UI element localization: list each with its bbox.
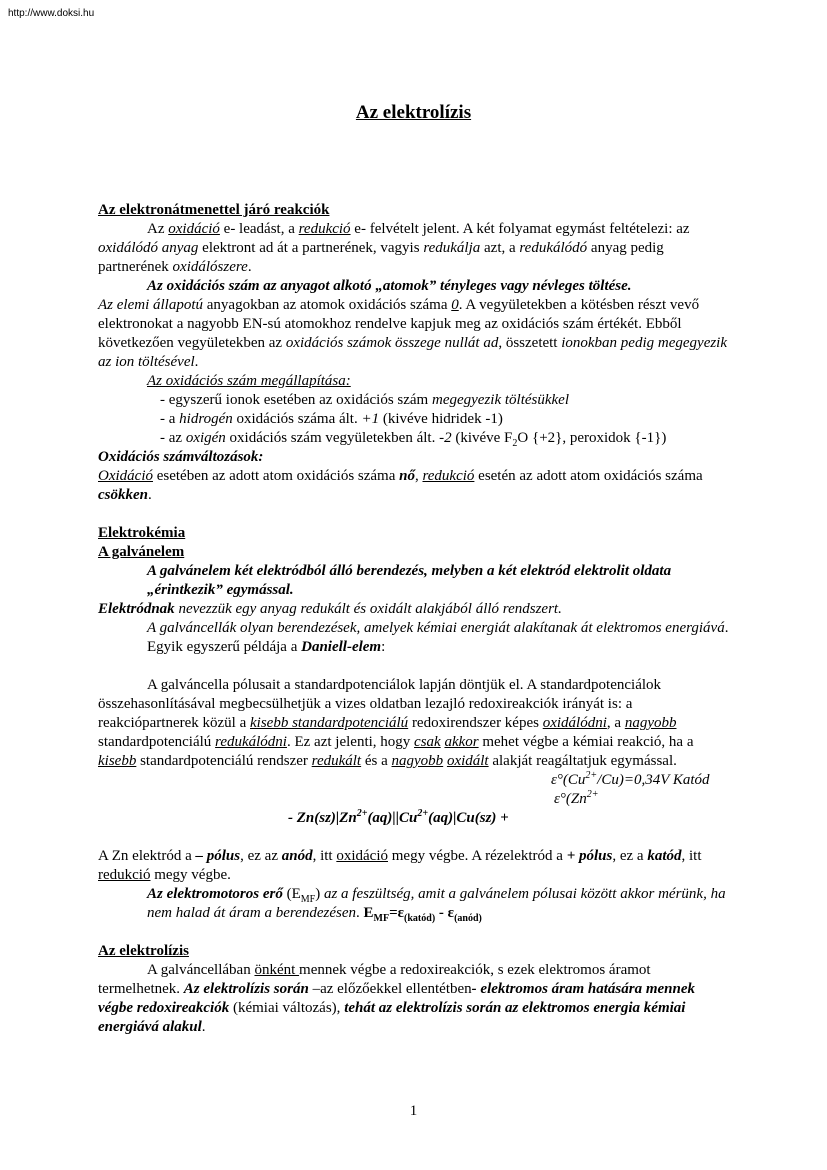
text-run: anyag pedig partnerének — [98, 240, 664, 275]
text-run: megy végbe. — [150, 867, 231, 883]
text-run: oxidált — [446, 753, 489, 769]
page-title: Az elektrolízis — [355, 102, 472, 123]
text-run: kisebb standardpotenciálú — [250, 715, 409, 731]
text-run: oxidációs száma ált. — [232, 411, 362, 427]
paragraph-poles — [98, 847, 730, 885]
text-run: 0 — [451, 297, 459, 313]
text-run: elektront ad át a partnerének, vagyis — [198, 240, 424, 256]
text-run: tehát az elektrolízis során az elektromos energia kémiai energiává alakul — [98, 1000, 686, 1035]
text-run: redukció — [422, 468, 475, 484]
text-run: . — [194, 354, 199, 370]
text-run: mennek végbe a redoxireakciók, s ezek elektromos áramot termelhetnek. — [98, 962, 651, 997]
text: (aq)|Cu(sz) + — [428, 810, 509, 826]
equation-cu-potential — [98, 771, 730, 790]
text-run: Elektródnak — [98, 601, 175, 617]
text-run: –az előzőekkel ellentétben — [308, 981, 472, 997]
text: - Zn(sz)|Zn — [288, 810, 357, 826]
text-run: Oxidáció — [98, 468, 153, 484]
paragraph-electrolysis — [98, 961, 730, 1037]
text-run: megegyezik töltésükkel — [431, 392, 569, 408]
text: (aq)||Cu — [367, 810, 418, 826]
text: ε°(Cu — [551, 772, 586, 788]
superscript: 2+ — [585, 770, 598, 781]
text-run: oxidációs számok összege nullát ad — [285, 335, 499, 351]
text: az a feszültség, amit a galvánelem pólusai között akkor mérünk, ha nem halad át áram a berendezésen — [147, 886, 726, 921]
text-run: A galváncellák olyan berendezések, amelyek kémiai energiát alakítanak át elektromos energiává — [147, 620, 725, 636]
text-run: redukált — [311, 753, 362, 769]
text: (E — [282, 886, 301, 902]
text: E — [363, 905, 374, 921]
subscript: MF — [300, 894, 316, 905]
text-run: : — [381, 639, 386, 655]
text-run: standardpotenciálú rendszer — [136, 753, 312, 769]
text-run: , — [414, 468, 423, 484]
text-run: e- felvételt jelent. A két folyamat egymást feltételezi: az — [350, 221, 690, 237]
text-run: azt, a — [480, 240, 520, 256]
text-run: csökken — [98, 487, 148, 503]
text-run: anyagokban az atomok oxidációs száma — [203, 297, 452, 313]
text-run: redoxirendszer képes — [408, 715, 543, 731]
text: - az — [160, 430, 186, 446]
text-run: (kémiai változás), — [229, 1000, 345, 1016]
text-run: nevezzük egy anyag redukált és oxidált alakjából álló rendszert. — [174, 601, 562, 617]
cell-notation — [98, 809, 730, 828]
text-run: redukció — [298, 221, 351, 237]
text-run: csak — [414, 734, 441, 750]
definition-galvanic-cell: A galvánelem két elektródból álló berendezés, melyben a két elektród elektrolit oldata „érintkezik” egymással. — [147, 563, 672, 598]
subscript: 2 — [512, 438, 518, 449]
text: (kivéve F — [451, 430, 513, 446]
document-body — [98, 201, 730, 1037]
equation-zn-potential — [98, 790, 730, 809]
text-run: oxidálószere — [172, 259, 248, 275]
text-run: önként — [254, 962, 300, 978]
text-run: hidrogén — [179, 411, 233, 427]
text: /Cu)=0,34V Katód — [597, 772, 710, 788]
superscript: 2+ — [417, 808, 429, 819]
text-run: redukálódó — [519, 240, 588, 256]
text-run: ionokban pedig megegyezik az ion töltésével — [98, 335, 728, 370]
list-item-hydrogen — [98, 410, 730, 429]
text-run: . Ez azt jelenti, hogy — [286, 734, 415, 750]
paragraph-redox-intro — [98, 220, 730, 277]
paragraph-standard-potentials — [98, 676, 730, 771]
text-run: . — [148, 487, 152, 503]
section-heading-electrolysis: Az elektrolízis — [98, 943, 189, 959]
text-run: , ez az — [240, 848, 282, 864]
text-run: megy végbe. A rézelektród a — [388, 848, 567, 864]
text-run: , összetett — [498, 335, 562, 351]
subheading-changes: Oxidációs számváltozások: — [98, 449, 264, 465]
text-run: akkor — [444, 734, 479, 750]
text-run: és a — [361, 753, 392, 769]
text-run: oxidálódni — [542, 715, 607, 731]
list-item-oxygen — [98, 429, 730, 448]
text-run: kisebb — [98, 753, 137, 769]
text-run: - a — [160, 411, 180, 427]
text-run: alakját reagáltatjuk egymással. — [488, 753, 677, 769]
subscript: (anód) — [454, 913, 482, 924]
text-run: redukció — [98, 867, 151, 883]
text-run: nagyobb — [624, 715, 677, 731]
paragraph-oxidation-number — [98, 296, 730, 372]
subheading-text: Az oxidációs szám megállapítása: — [147, 373, 351, 389]
text-run: . — [247, 259, 252, 275]
text-run: + pólus — [566, 848, 613, 864]
text-run: Daniell-elem — [301, 639, 382, 655]
text-run: mehet végbe a kémiai reakció, ha a — [478, 734, 694, 750]
paragraph-changes — [98, 467, 730, 505]
text-run: – pólus — [195, 848, 241, 864]
text-run: katód — [647, 848, 682, 864]
text-run: . Egyik egyszerű példája a — [147, 620, 729, 655]
text-run: redukálja — [423, 240, 481, 256]
paragraph-galvanic-cells — [98, 619, 730, 657]
text-run: - elektromos áram hatására mennek végbe redoxireakciók — [98, 981, 696, 1016]
text-run: Az — [147, 221, 169, 237]
section-heading-redox: Az elektronátmenettel járó reakciók — [98, 202, 330, 218]
text-run: Az elektrolízis során — [183, 981, 309, 997]
list-item-simple-ions — [98, 391, 730, 410]
text-run: , a — [606, 715, 625, 731]
text-run: anód — [281, 848, 313, 864]
text: O {+2}, peroxidok {-1}) — [517, 430, 667, 446]
subscript: MF — [373, 913, 390, 924]
text-run: esetén az adott atom oxidációs száma — [474, 468, 703, 484]
text-run: A Zn elektród a — [98, 848, 196, 864]
text: -2 — [439, 430, 452, 446]
text-run: (kivéve hidridek -1) — [379, 411, 503, 427]
text-run: oxidálódó anyag — [98, 240, 199, 256]
text-run: , itt — [681, 848, 702, 864]
text-run: standardpotenciálú — [98, 734, 216, 750]
text-run: nő — [399, 468, 415, 484]
page-number: 1 — [409, 1103, 418, 1119]
text-run: nagyobb — [391, 753, 444, 769]
superscript: 2+ — [586, 789, 599, 800]
section-heading-electrochemistry: Elektrokémia — [98, 525, 186, 541]
paragraph-emf — [98, 885, 730, 923]
text-run: , itt — [312, 848, 337, 864]
text: oxidációs szám vegyületekben ált. — [225, 430, 440, 446]
text-run: oxidáció — [336, 848, 388, 864]
text: - ε — [435, 905, 455, 921]
text-run: redukálódni — [215, 734, 287, 750]
text: ε°(Zn — [554, 791, 587, 807]
text-run: . A vegyületekben a kötésben részt vevő elektronokat a nagyobb EN-sú atomokhoz rendelve kapjuk meg az oxidációs szám értékét. Ebből következően vegyületekben az — [98, 297, 700, 351]
text-run: , ez a — [612, 848, 648, 864]
definition-oxidation-number: Az oxidációs szám az anyagot alkotó „atomok” tényleges vagy névleges töltése. — [147, 278, 632, 294]
text-run: A galváncella pólusait a standardpotenciálok lapján döntjük el. A standardpotenciálok összehasonlításával megbecsülhetjük a vizes oldatban lezajló redoxireakciók irányát is: a reakciópartnerek közül a — [98, 677, 662, 731]
source-url[interactable]: http://www.doksi.hu — [8, 8, 95, 19]
text-run: A galváncellában — [147, 962, 255, 978]
text-run: +1 — [361, 411, 380, 427]
subheading-determination — [98, 372, 730, 391]
text-run: - egyszerű ionok esetében az oxidációs szám — [160, 392, 432, 408]
text: . — [356, 905, 364, 921]
text: =ε — [389, 905, 405, 921]
subscript: (katód) — [404, 913, 436, 924]
text-run: esetében az adott atom oxidációs száma — [152, 468, 400, 484]
superscript: 2+ — [356, 808, 368, 819]
text-run: oxidáció — [168, 221, 220, 237]
text: oxigén — [185, 430, 226, 446]
text-run: e- leadást, a — [219, 221, 299, 237]
text-run: Az elemi állapotú — [98, 297, 203, 313]
text: ) — [315, 886, 324, 902]
text: Az elektromotoros erő — [147, 886, 283, 902]
section-heading-galvanic-cell: A galvánelem — [98, 544, 185, 560]
text-run: . — [201, 1019, 206, 1035]
definition-electrode — [98, 600, 730, 619]
